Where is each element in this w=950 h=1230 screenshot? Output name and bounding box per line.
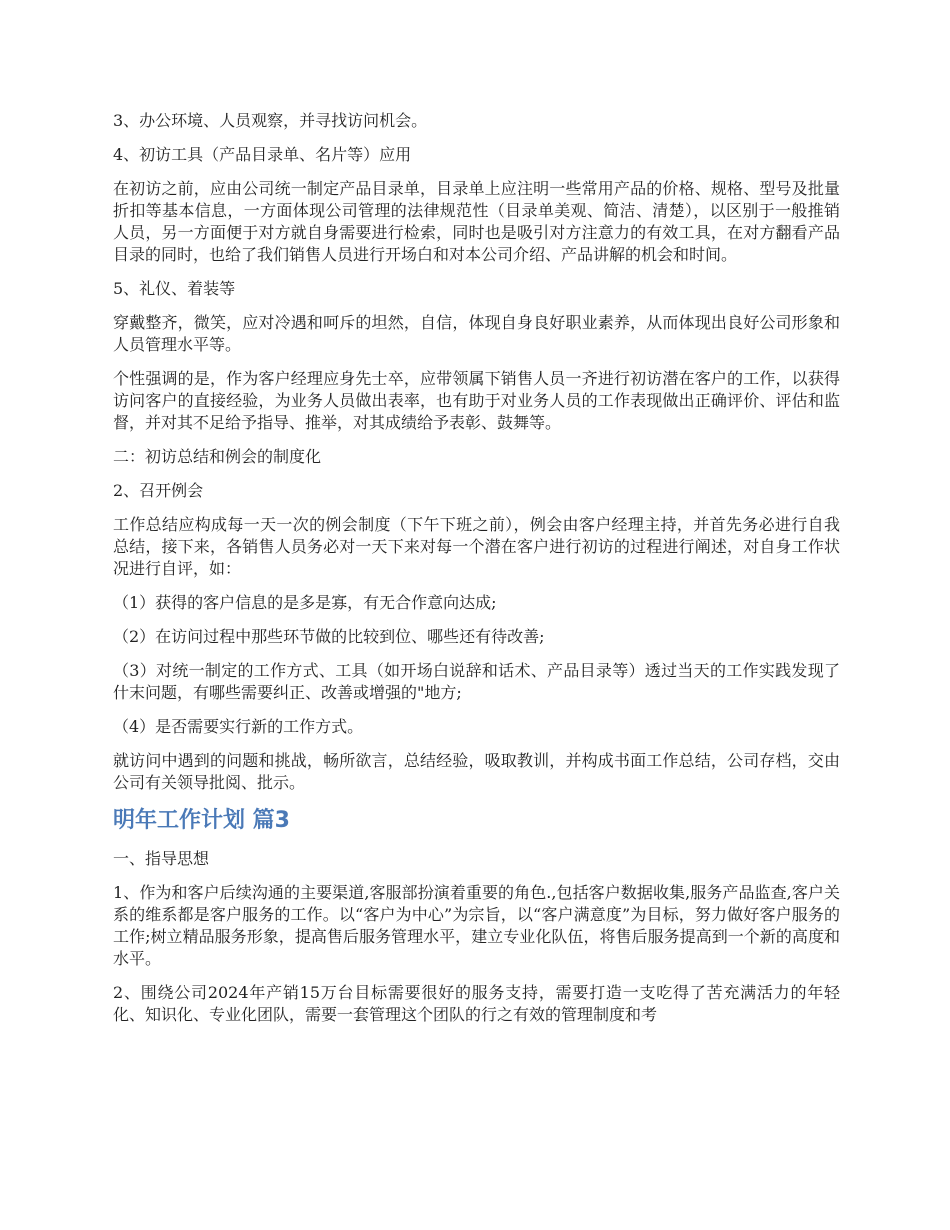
section-heading: 明年工作计划 篇3 xyxy=(113,808,290,833)
paragraph-office-environment: 3、办公环境、人员观察，并寻找访问机会。 xyxy=(113,111,428,130)
paragraph-summary-conclusion: 就访问中遇到的问题和挑战，畅所欲言，总结经验，吸取教训，并构成书面工作总结，公司存档，交由公司有关领导批阅、批示。 xyxy=(113,751,840,792)
paragraph-summary-system-title: 二：初访总结和例会的制度化 xyxy=(113,447,322,466)
paragraph-meeting-description: 工作总结应构成每一天一次的例会制度（下午下班之前），例会由客户经理主持，并首先务必进行自我总结，接下来，各销售人员务必对一天下来对每一个潜在客户进行初访的过程进行阐述，对自身工作状况进行自评，如： xyxy=(113,515,840,578)
list-item-2: （2）在访问过程中那些环节做的比较到位、哪些还有待改善; xyxy=(113,627,545,646)
list-item-3: （3）对统一制定的工作方式、工具（如开场白说辞和话术、产品目录等）透过当天的工作实践发现了什末问题，有哪些需要纠正、改善或增强的"地方; xyxy=(113,661,840,702)
paragraph-meeting-title: 2、召开例会 xyxy=(113,481,204,500)
paragraph-dress-code: 穿戴整齐，微笑，应对冷遇和呵斥的坦然，自信，体现自身良好职业素养，从而体现出良好公司形象和人员管理水平等。 xyxy=(113,313,840,354)
list-item-4: （4）是否需要实行新的工作方式。 xyxy=(113,717,364,736)
paragraph-company-target: 2、围绕公司2024年产销15万台目标需要很好的服务支持，需要打造一支吃得了苦充满活力的年轻化、知识化、专业化团队，需要一套管理这个团队的行之有效的管理制度和考 xyxy=(113,983,840,1024)
document-body xyxy=(113,110,840,1038)
paragraph-initial-visit-tools-title: 4、初访工具（产品目录单、名片等）应用 xyxy=(113,145,412,164)
paragraph-product-catalog: 在初访之前，应由公司统一制定产品目录单，目录单上应注明一些常用产品的价格、规格、型号及批量折扣等基本信息，一方面体现公司管理的法律规范性（目录单美观、简洁、清楚），以区别于一般推销人员，另一方面便于对方就自身需要进行检索，同时也是吸引对方注意力的有效工具，在对方翻看产品目录的同时，也给了我们销售人员进行开场白和对本公司介绍、产品讲解的机会和时间。 xyxy=(113,179,840,264)
paragraph-guiding-thought-title: 一、指导思想 xyxy=(113,849,210,868)
paragraph-manager-lead: 个性强调的是，作为客户经理应身先士卒，应带领属下销售人员一齐进行初访潜在客户的工作，以获得访问客户的直接经验，为业务人员做出表率，也有助于对业务人员的工作表现做出正确评价、评估和监督，并对其不足给予指导、推举，对其成绩给予表彰、鼓舞等。 xyxy=(113,369,840,432)
list-item-1: （1）获得的客户信息的是多是寡，有无合作意向达成; xyxy=(113,593,497,612)
paragraph-customer-service-role: 1、作为和客户后续沟通的主要渠道,客服部扮演着重要的角色.,包括客户数据收集,服务产品监查,客户关系的维系都是客户服务的工作。以“客户为中心”为宗旨，以“客户满意度”为目标，努力做好客户服务的工作;树立精品服务形象，提高售后服务管理水平，建立专业化队伍，将售后服务提高到一个新的高度和水平。 xyxy=(113,883,840,968)
paragraph-etiquette-title: 5、礼仪、着装等 xyxy=(113,279,236,298)
